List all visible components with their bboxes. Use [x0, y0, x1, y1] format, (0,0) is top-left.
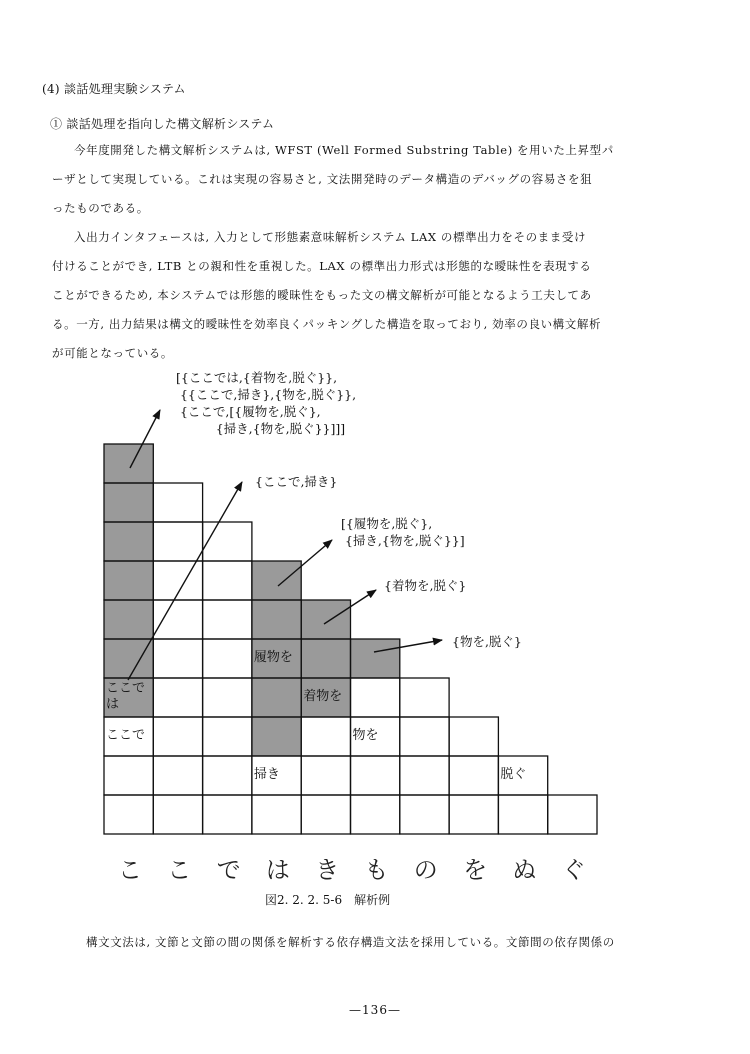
wfst-cell [153, 522, 202, 561]
shaded-cell [351, 639, 400, 678]
shaded-cell [301, 639, 350, 678]
wfst-cell [104, 795, 153, 834]
cell-label: 脱ぐ [500, 767, 527, 782]
subsection-heading: ① 談話処理を指向した構文解析システム [50, 117, 275, 131]
parse-annotation: [{ここでは,{着物を,脱ぐ}}, {{ここで,掃き},{物を,脱ぐ}}, {ここで,[{履物を,脱ぐ}, {掃き,{物を,脱ぐ}}]]] [176, 370, 357, 436]
paragraph-2-line: 入出力インタフェースは, 入力として形態素意味解析システム LAX の標準出力をそのまま受け [74, 230, 587, 244]
wfst-cell [301, 795, 350, 834]
reading-char: ぐ [561, 856, 586, 884]
wfst-cell [153, 639, 202, 678]
wfst-cell [301, 756, 350, 795]
parse-annotation: {ここで,掃き} [255, 474, 338, 489]
paragraph-1-line: 今年度開発した構文解析システムは, WFST (Well Formed Substring Table) を用いた上昇型パ [74, 143, 614, 157]
figure-caption: 図2. 2. 2. 5-6 解析例 [265, 893, 391, 907]
reading-char: き [315, 856, 340, 884]
wfst-cell [351, 678, 400, 717]
wfst-cell [400, 678, 449, 717]
wfst-cell [153, 600, 202, 639]
wfst-cell [351, 756, 400, 795]
paragraph-2-line: 付けることができ, LTB との親和性を重視した。LAX の標準出力形式は形態的な曖昧性を表現する [52, 259, 592, 273]
wfst-cell [449, 795, 498, 834]
parse-annotation: {物を,脱ぐ} [452, 634, 522, 649]
cell-label: ここで [106, 728, 146, 743]
wfst-cell [153, 483, 202, 522]
shaded-cell [104, 444, 153, 483]
reading-char: の [413, 856, 438, 884]
shaded-cell [104, 483, 153, 522]
cell-label: 履物を [253, 650, 293, 665]
shaded-cell [104, 600, 153, 639]
paragraph-2-line: ことができるため, 本システムでは形態的曖昧性をもった文の構文解析が可能となるよう工夫してあ [52, 288, 592, 302]
wfst-cell [301, 717, 350, 756]
cell-label: 掃き [253, 767, 280, 782]
shaded-cell [252, 600, 301, 639]
reading-char: も [364, 856, 389, 884]
reading-char: ぬ [512, 856, 537, 884]
wfst-cell [203, 678, 252, 717]
wfst-cell [400, 717, 449, 756]
wfst-cell [203, 522, 252, 561]
wfst-cell [203, 639, 252, 678]
wfst-cell [203, 756, 252, 795]
wfst-cell [449, 756, 498, 795]
shaded-cell [252, 561, 301, 600]
wfst-cell [548, 795, 597, 834]
wfst-cell [252, 795, 301, 834]
wfst-cell [203, 717, 252, 756]
wfst-cell [498, 795, 547, 834]
wfst-cell [203, 561, 252, 600]
wfst-cell [400, 795, 449, 834]
parse-annotation: {着物を,脱ぐ} [384, 578, 467, 593]
shaded-cell [104, 639, 153, 678]
shaded-cell [252, 717, 301, 756]
wfst-cell [449, 717, 498, 756]
reading-char: こ [118, 856, 142, 884]
cell-label: 物を [352, 728, 379, 743]
paragraph-1-line: ーザとして実現している。これは実現の容易さと, 文法開発時のデータ構造のデバッグの容易さを狙 [52, 172, 593, 186]
wfst-cell [400, 756, 449, 795]
paragraph-3-line: 構文文法は, 文節と文節の間の関係を解析する依存構造文法を採用している。文節間の依存関係の [86, 935, 615, 949]
wfst-cell [153, 756, 202, 795]
reading-char: で [216, 856, 241, 884]
page-number: —136— [349, 1003, 401, 1017]
parse-annotation: [{履物を,脱ぐ}, {掃き,{物を,脱ぐ}}] [341, 516, 465, 548]
section-heading: (4) 談話処理実験システム [42, 82, 186, 96]
reading-char: こ [167, 856, 192, 884]
reading-char: は [265, 856, 290, 884]
paragraph-1-line: ったものである。 [52, 201, 149, 215]
cell-label: ここで は [106, 681, 146, 712]
wfst-cell [104, 756, 153, 795]
paragraph-2-line: が可能となっている。 [52, 346, 173, 360]
wfst-cell [351, 795, 400, 834]
wfst-cell [203, 795, 252, 834]
shaded-cell [104, 522, 153, 561]
cell-label: 着物を [303, 689, 343, 704]
paragraph-3 [64, 928, 704, 957]
wfst-cell [153, 795, 202, 834]
wfst-cell [203, 600, 252, 639]
wfst-cell [153, 717, 202, 756]
shaded-cell [104, 561, 153, 600]
shaded-cell [301, 600, 350, 639]
reading-char: を [463, 856, 488, 884]
paragraph-2-line: る。一方, 出力結果は構文的曖昧性を効率良くパッキングした構造を取っており, 効率の良い構文解析 [52, 317, 602, 331]
shaded-cell [252, 678, 301, 717]
wfst-cell [153, 678, 202, 717]
